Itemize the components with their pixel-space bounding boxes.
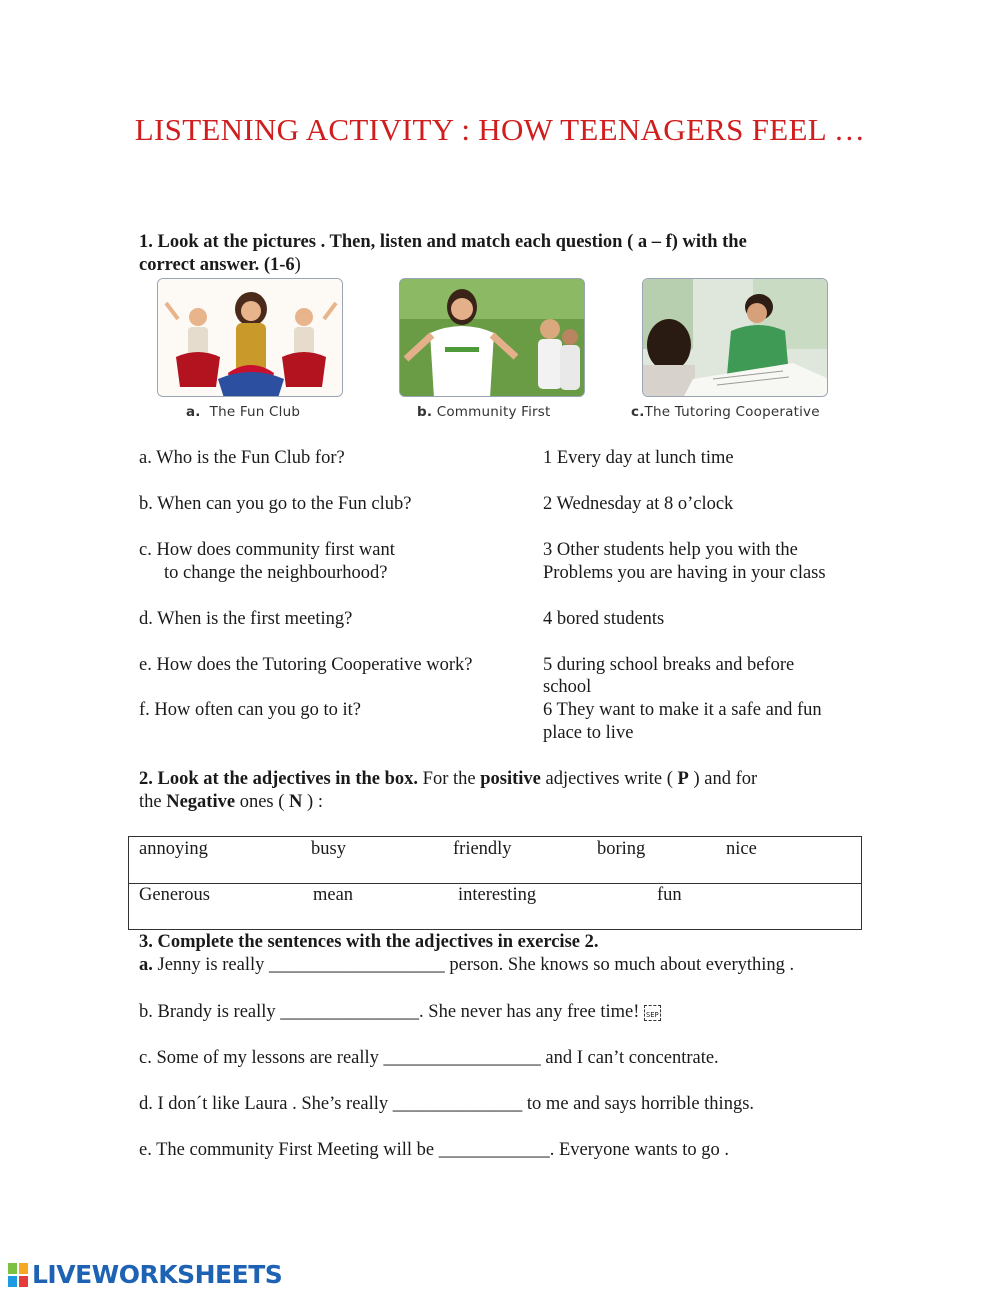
liveworksheets-logo-icon xyxy=(8,1263,30,1287)
caption-letter: a. xyxy=(186,404,201,420)
question-f: f. How often can you go to it? xyxy=(139,700,361,720)
adjective-mean: mean xyxy=(313,885,354,905)
sentence-a-text: Jenny is really ___________________ person. She knows so much about everything . xyxy=(152,955,795,975)
question-b: b. When can you go to the Fun club? xyxy=(139,494,412,514)
s2-part2: For the xyxy=(418,769,481,789)
worksheet-title: LISTENING ACTIVITY : HOW TEENAGERS FEEL … xyxy=(134,112,866,147)
fun-club-picture xyxy=(157,278,343,397)
answer-4: 4 bored students xyxy=(543,609,665,629)
caption-letter: c. xyxy=(631,404,645,420)
section2-instruction-line1 xyxy=(139,768,757,791)
section1-instruction-line2 xyxy=(139,254,301,277)
adjective-friendly: friendly xyxy=(453,839,512,859)
adjective-interesting: interesting xyxy=(458,885,537,905)
section1-instruction xyxy=(139,231,747,254)
tutoring-illustration xyxy=(643,279,828,397)
caption-text: The Tutoring Cooperative xyxy=(644,404,820,420)
sentence-b-text: b. Brandy is really _______________. She never has any free time! xyxy=(139,1002,640,1022)
sentence-d: d. I don´t like Laura . She’s really ______________ to me and says horrible things. xyxy=(139,1094,755,1114)
community-first-picture xyxy=(399,278,585,397)
section1-instruction-line1: 1. Look at the pictures . Then, listen and match each question ( a – f) with the xyxy=(139,232,747,252)
sentence-a-label: a. xyxy=(139,955,153,975)
sep-glyph: SEP xyxy=(644,1005,661,1021)
liveworksheets-logo-text: LIVEWORKSHEETS xyxy=(32,1260,283,1289)
tutoring-cooperative-picture xyxy=(642,278,828,397)
section3-heading: 3. Complete the sentences with the adjectives in exercise 2. xyxy=(139,932,599,952)
s2-part5: P xyxy=(677,769,689,789)
dancers-illustration xyxy=(158,279,343,397)
caption-tutoring-cooperative xyxy=(631,404,820,420)
adjective-fun: fun xyxy=(657,885,682,905)
s2-l2-part2: Negative xyxy=(166,792,236,812)
liveworksheets-logo[interactable] xyxy=(8,1260,282,1289)
question-e: e. How does the Tutoring Cooperative work? xyxy=(139,655,473,675)
s2-l2-part4: N xyxy=(289,792,303,812)
caption-letter: b. xyxy=(417,404,433,420)
answer-5-line2: school xyxy=(543,677,592,697)
adjective-busy: busy xyxy=(311,839,346,859)
sentence-a xyxy=(139,954,794,977)
s2-l2-part3: ones ( xyxy=(235,792,290,812)
s2-part1: 2. Look at the adjectives in the box. xyxy=(139,769,419,789)
sentence-e: e. The community First Meeting will be ____________. Everyone wants to go . xyxy=(139,1140,730,1160)
caption-community-first xyxy=(417,404,551,420)
question-d: d. When is the first meeting? xyxy=(139,609,353,629)
section1-instruction-tail: ) xyxy=(294,255,301,275)
answer-2: 2 Wednesday at 8 o’clock xyxy=(543,494,734,514)
s2-part6: ) and for xyxy=(688,769,758,789)
question-a: a. Who is the Fun Club for? xyxy=(139,448,345,468)
answer-5-line1: 5 during school breaks and before xyxy=(543,655,795,675)
s2-l2-part5: ) : xyxy=(302,792,323,812)
volunteer-illustration xyxy=(400,279,585,397)
adjective-annoying: annoying xyxy=(139,839,208,859)
adjective-generous: Generous xyxy=(139,885,210,905)
s2-l2-part1: the xyxy=(139,792,167,812)
answer-3-line1: 3 Other students help you with the xyxy=(543,540,798,560)
answer-1: 1 Every day at lunch time xyxy=(543,448,734,468)
answer-6-line1: 6 They want to make it a safe and fun xyxy=(543,700,822,720)
adjective-boring: boring xyxy=(597,839,646,859)
question-c-line2: to change the neighbourhood? xyxy=(164,563,388,583)
question-c-line1: c. How does community first want xyxy=(139,540,395,560)
sentence-b xyxy=(139,1001,661,1024)
section1-instruction-bold: correct answer. (1-6 xyxy=(139,255,295,275)
answer-6-line2: place to live xyxy=(543,723,634,743)
caption-text: The Fun Club xyxy=(209,404,301,420)
answer-3-line2: Problems you are having in your class xyxy=(543,563,826,583)
adjective-nice: nice xyxy=(726,839,757,859)
section2-instruction-line2 xyxy=(139,791,323,814)
s2-part4: adjectives write ( xyxy=(540,769,678,789)
s2-part3: positive xyxy=(480,769,541,789)
caption-fun-club xyxy=(186,404,300,420)
caption-text: Community First xyxy=(436,404,551,420)
sentence-c: c. Some of my lessons are really _________________ and I can’t concentrate. xyxy=(139,1048,719,1068)
